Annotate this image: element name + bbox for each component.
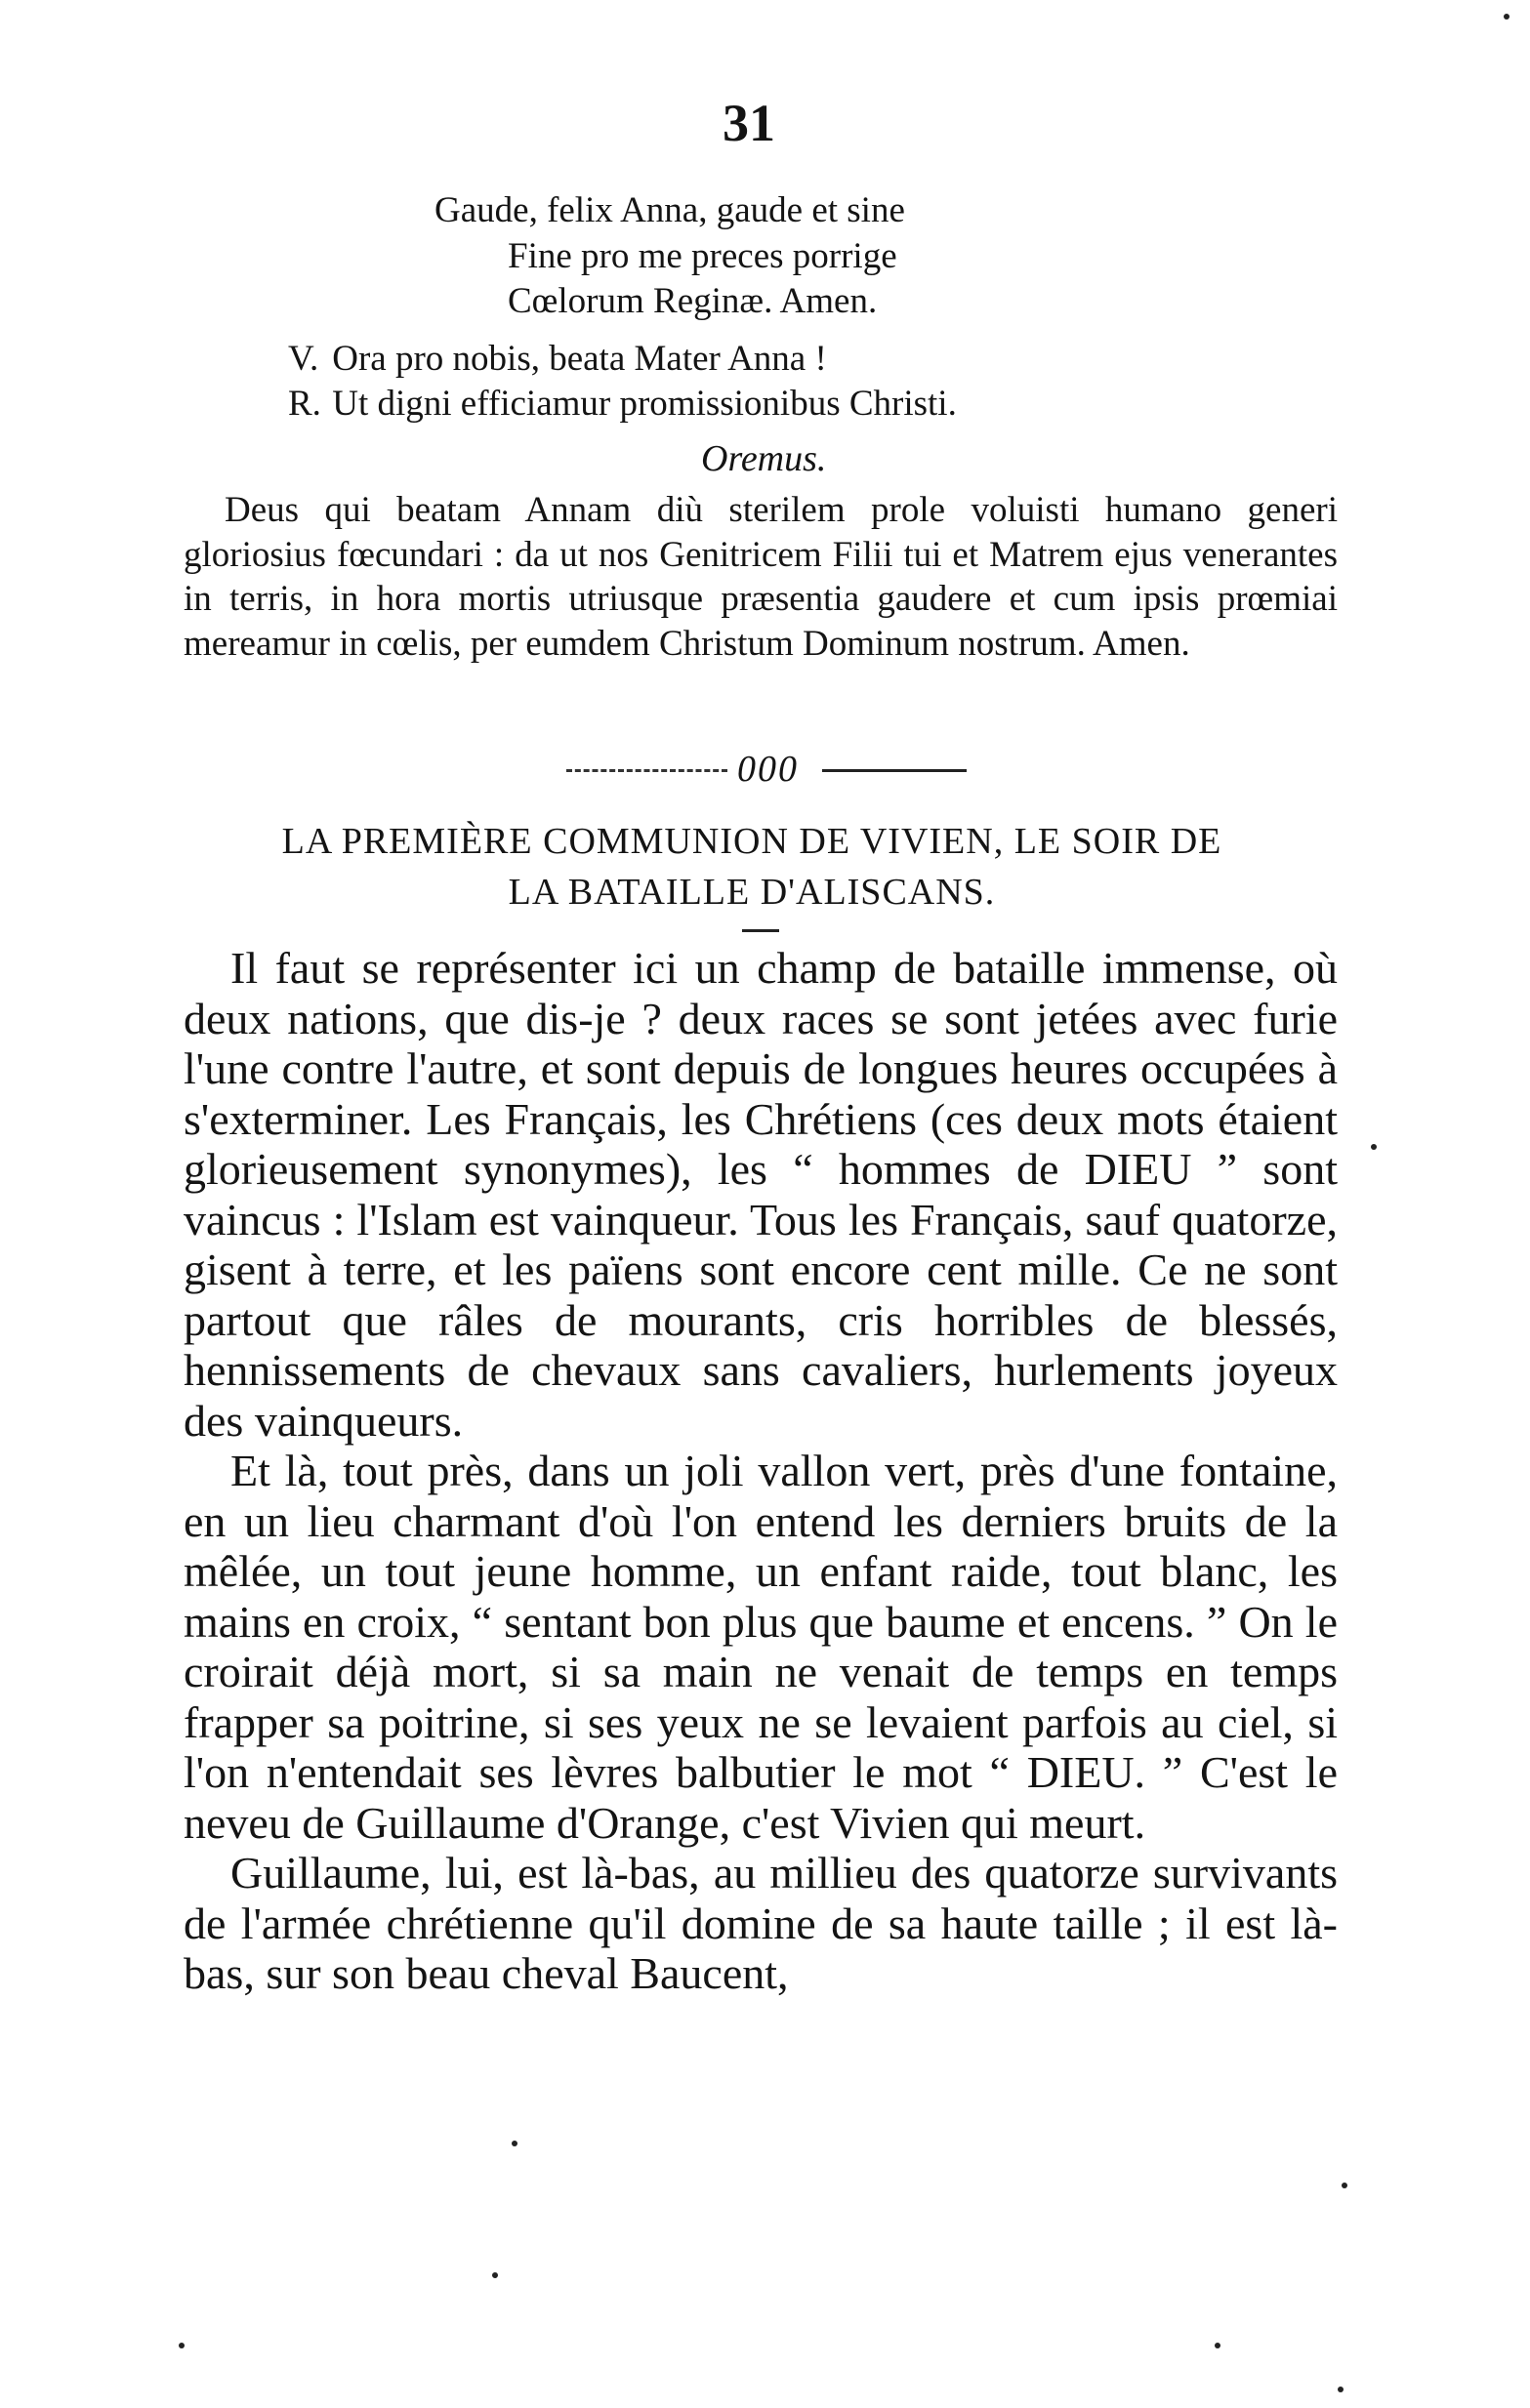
speck xyxy=(1338,2387,1344,2392)
prayer-text: Deus qui beatam Annam diù sterilem prole voluisti humano generi gloriosius fœcundari : da ut nos Genitricem Filii tui et Matrem ejus venerantes in terris, in hora mortis utriusque præsentia gaudere et cum ipsis prœmiai mereamur in cœlis, per eumdem Christum Dominum nostrum. Amen. xyxy=(184,490,1338,664)
body-text xyxy=(184,943,1338,1999)
chapter-title-line-1: LA PREMIÈRE COMMUNION DE VIVIEN, LE SOIR DE xyxy=(281,821,1222,862)
speck xyxy=(512,2141,517,2146)
hymn-line-3: Cœlorum Reginæ. Amen. xyxy=(508,281,878,321)
hymn-line-2: Fine pro me preces porrige xyxy=(508,236,897,276)
speck xyxy=(179,2343,185,2348)
chapter-title-line-2: LA BATAILLE D'ALISCANS. xyxy=(508,872,996,913)
prayer-block xyxy=(184,488,1338,666)
response-text: Ut digni efficiamur promissionibus Christi. xyxy=(332,384,957,424)
paragraph-2: Et là, tout près, dans un joli vallon vert, près d'une fontaine, en un lieu charmant d'où l'on entend les derniers bruits de la mêlée, un tout jeune homme, un enfant raide, tout blanc, les mains en croix, “ sentant bon plus que baume et encens. ” On le croirait déjà mort, si sa main ne venait de temps en temps frapper sa poitrine, si ses yeux ne se levaient parfois au ciel, si l'on n'entendait ses lèvres balbutier le mot “ DIEU. ” C'est le neveu de Guillaume d'Orange, c'est Vivien qui meurt. xyxy=(184,1446,1338,1848)
versicle-text: Ora pro nobis, beata Mater Anna ! xyxy=(332,339,827,379)
speck xyxy=(1371,1144,1377,1150)
separator-rule xyxy=(822,769,967,772)
versicle-label: V. xyxy=(288,339,319,379)
separator-dashes xyxy=(566,769,727,772)
hymn-line-1: Gaude, felix Anna, gaude et sine xyxy=(434,190,905,230)
response xyxy=(288,382,957,427)
response-label: R. xyxy=(288,384,321,424)
title-rule xyxy=(742,929,779,932)
speck xyxy=(492,2272,498,2278)
versicle xyxy=(288,337,827,382)
speck xyxy=(1342,2183,1347,2188)
paragraph-1: Il faut se représenter ici un champ de bataille immense, où deux nations, que dis-je ? deux races se sont jetées avec furie l'une contre l'autre, et sont depuis de longues heures occupées à s'exterminer. Les Français, les Chrétiens (ces deux mots étaient glorieusement synonymes), les “ hommes de DIEU ” sont vaincus : l'Islam est vainqueur. Tous les Français, sauf quatorze, gisent à terre, et les païens sont encore cent mille. Ce ne sont partout que râles de mourants, cris horribles de blessés, hennissements de chevaux sans cavaliers, hurlements joyeux des vainqueurs. xyxy=(184,943,1338,1446)
page-number: 31 xyxy=(723,94,775,152)
oremus-heading: Oremus. xyxy=(701,438,827,479)
section-separator xyxy=(566,748,967,790)
paragraph-3: Guillaume, lui, est là-bas, au millieu des quatorze survivants de l'armée chrétienne qu'il domine de sa haute taille ; il est là-bas, sur son beau cheval Baucent, xyxy=(184,1848,1338,1998)
chapter-title xyxy=(146,816,1357,918)
speck xyxy=(1215,2343,1220,2348)
separator-text: 000 xyxy=(737,749,799,790)
speck xyxy=(1504,14,1509,20)
